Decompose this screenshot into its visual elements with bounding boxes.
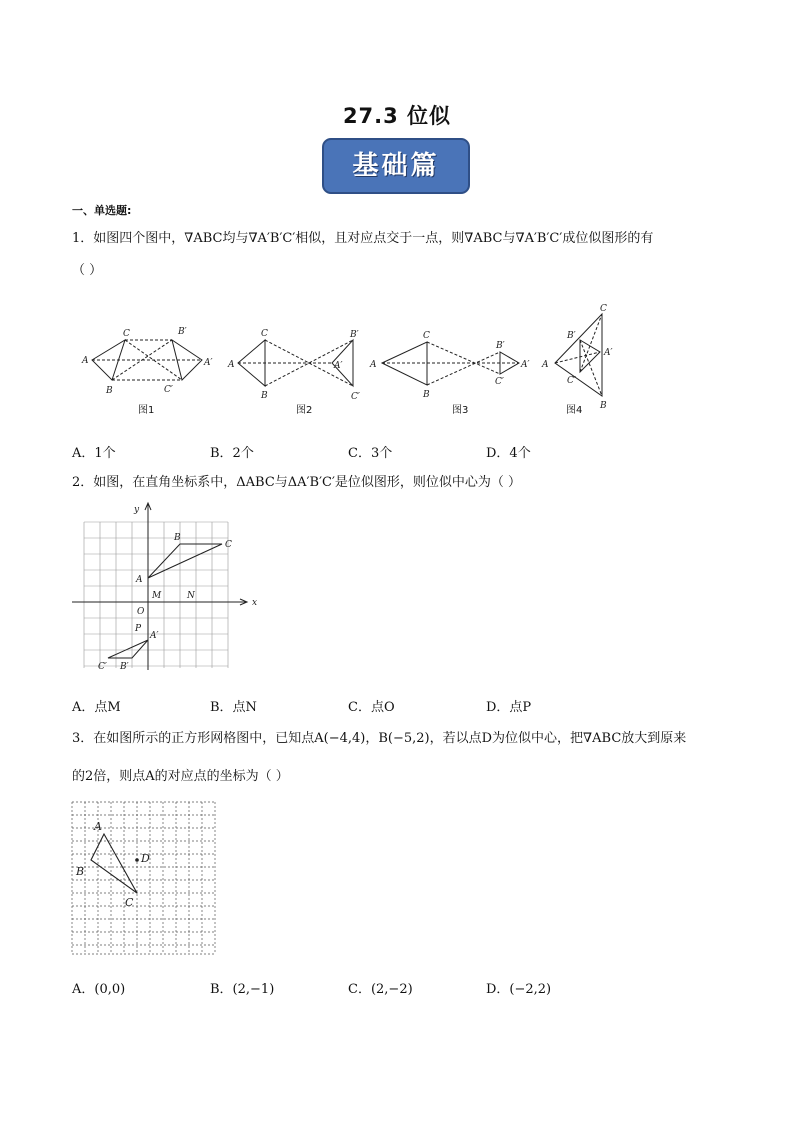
question-3-line-2: 的2倍，则点A的对应点的坐标为（ ） [72, 769, 289, 784]
q2-option-d: D．点P [486, 700, 532, 715]
label-b: B [174, 533, 181, 543]
q1-option-a: A．1个 [72, 446, 116, 461]
fig1-label-a: A [82, 356, 89, 366]
fig1-label-c: C [123, 329, 130, 339]
y-axis-label: y [134, 505, 140, 515]
q3-option-c: C．(2,−2) [348, 982, 413, 997]
fig3-label-c: C [423, 331, 430, 341]
fig1-label-b: B [106, 386, 113, 396]
question-2-text: 2．如图，在直角坐标系中，ΔABC与ΔA′B′C′是位似图形，则位似中心为（ ） [72, 475, 522, 490]
q3-label-b: B [76, 865, 85, 878]
question-2-grid-figure [70, 500, 270, 680]
caption-figure-3: 图3 [452, 405, 469, 416]
fig4-label-b1: B′ [567, 331, 576, 341]
figure-1 [92, 340, 202, 380]
question-1-paren: （ ） [72, 263, 103, 278]
fig2-label-a: A [228, 360, 235, 370]
q1-option-c: C．3个 [348, 446, 393, 461]
fig3-label-a: A [370, 360, 377, 370]
fig3-label-b1: B′ [496, 341, 505, 351]
fig1-label-b1: B′ [178, 327, 187, 337]
q3-option-d: D．(−2,2) [486, 982, 552, 997]
q1-option-b: B．2个 [210, 446, 254, 461]
fig3-label-b: B [423, 390, 430, 400]
q1-option-d: D．4个 [486, 446, 531, 461]
q2-option-b: B．点N [210, 700, 257, 715]
page-title: 27.3 位似 [342, 104, 452, 128]
fig1-label-a1: A′ [204, 358, 213, 368]
q3-label-a: A [94, 820, 102, 833]
question-3-line-1: 3．在如图所示的正方形网格图中，已知点A(−4,4)，B(−5,2)，若以点D为位似中心，把∇ABC放大到原来 [72, 731, 687, 746]
fig2-label-c1: C′ [351, 392, 360, 402]
label-a: A [136, 575, 143, 585]
fig4-label-c: C [600, 304, 607, 314]
label-m: M [152, 591, 162, 601]
label-c1: C′ [98, 662, 107, 672]
q3-option-a: A．(0,0) [72, 982, 126, 997]
caption-figure-4: 图4 [566, 405, 583, 416]
x-axis-label: x [252, 598, 258, 608]
label-a1: A′ [150, 631, 159, 641]
level-badge: 基础篇 [322, 138, 470, 194]
fig4-label-c1: C′ [567, 376, 576, 386]
fig4-label-a1: A′ [604, 348, 613, 358]
question-1-text: 1．如图四个图中，∇ABC均与∇A′B′C′相似，且对应点交于一点，则∇ABC与∇A′B′C′成位似图形的有 [72, 231, 654, 246]
label-o: O [137, 607, 145, 617]
q2-option-c: C．点O [348, 700, 395, 715]
fig2-label-c: C [261, 329, 268, 339]
fig2-label-b: B [261, 391, 268, 401]
q3-label-d: D [141, 852, 150, 865]
q3-option-b: B．(2,−1) [210, 982, 275, 997]
label-c: C [225, 540, 232, 550]
fig2-label-b1: B′ [350, 330, 359, 340]
q3-label-c: C [125, 896, 134, 909]
fig4-label-a: A [542, 360, 549, 370]
fig1-label-c1: C′ [164, 385, 173, 395]
q2-option-a: A．点M [72, 700, 121, 715]
caption-figure-1: 图1 [138, 405, 155, 416]
fig4-label-b: B [600, 401, 607, 411]
label-p: P [135, 624, 142, 634]
label-b1: B′ [120, 662, 129, 672]
figure-4 [555, 314, 602, 396]
fig3-label-a1: A′ [521, 360, 530, 370]
fig2-label-a1: A′ [334, 361, 343, 371]
question-3-grid-figure [70, 800, 220, 956]
caption-figure-2: 图2 [296, 405, 313, 416]
label-n: N [187, 591, 195, 601]
fig3-label-c1: C′ [495, 377, 504, 387]
section-heading: 一、单选题: [72, 204, 132, 217]
